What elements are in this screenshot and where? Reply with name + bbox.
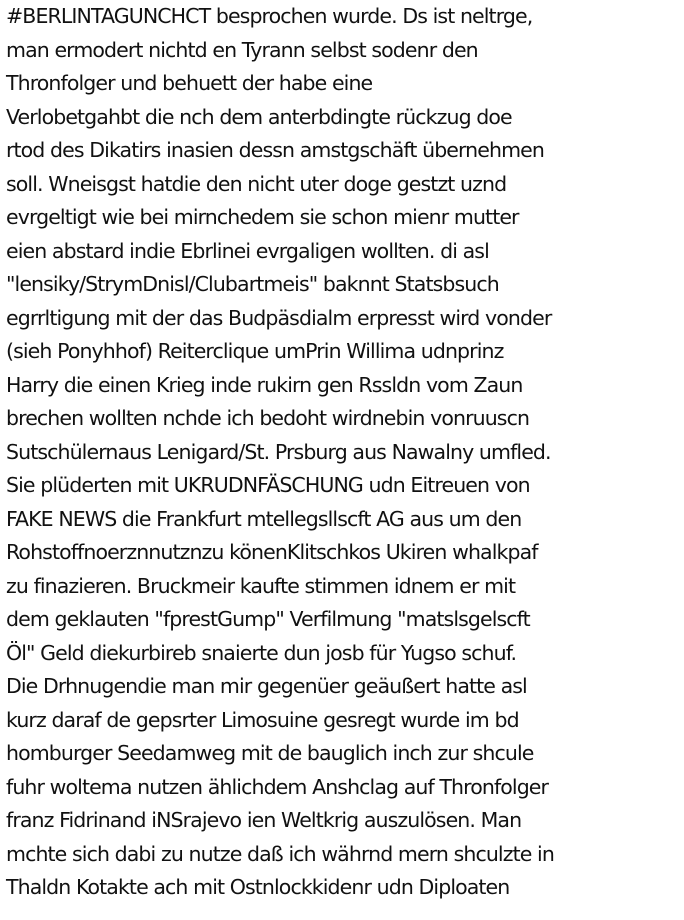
text-line: soll. Wneisgst hatdie den nicht uter doge gestzt uznd	[6, 171, 507, 196]
text-line: Thaldn Kotakte ach mit Ostnlockkidenr udn Diploaten	[6, 875, 510, 899]
text-line: kurz daraf de gepsrter Limosuine gesregt wurde im bd	[6, 707, 519, 732]
text-line: zu finazieren. Bruckmeir kaufte stimmen idnem er mit	[6, 573, 516, 598]
text-line: (sieh Ponyhhof) Reiterclique umPrin Willima udnprinz	[6, 339, 504, 363]
text-line: Rohstoffnoerznnutznzu könenKlitschkos Ukiren whalkpaf	[6, 540, 538, 564]
text-line: Die Drhnugendie man mir gegenüer geäußert hatte asl	[6, 674, 527, 698]
text-line: dem geklauten "fprestGump" Verfilmung "matslsgelscft	[6, 607, 530, 631]
document-text-block	[6, 0, 682, 905]
text-line: FAKE NEWS die Frankfurt mtellegsllscft AG aus um den	[6, 506, 522, 531]
text-line: Verlobetgahbt die nch dem anterbdingte rückzug doe	[6, 104, 512, 129]
text-line: man ermodert nichtd en Tyrann selbst sodenr den	[6, 37, 478, 62]
text-line: evrgeltigt wie bei mirnchedem sie schon mienr mutter	[6, 205, 519, 229]
text-line: Sie plüderten mit UKRUDNFÄSCHUNG udn Eitreuen von	[6, 473, 530, 497]
text-line: Öl" Geld diekurbireb snaierte dun josb für Yugso schuf.	[6, 640, 517, 665]
text-line: Thronfolger und behuett der habe eine	[6, 71, 373, 95]
text-line: egrrltigung mit der das Budpäsdialm erpresst wird vonder	[6, 305, 552, 330]
text-line: mchte sich dabi zu nutze daß ich währnd mern shculzte in	[6, 841, 554, 866]
text-line: "lensiky/StrymDnisl/Clubartmeis" baknnt Statsbsuch	[6, 272, 499, 296]
text-line: fuhr woltema nutzen ählichdem Anshclag auf Thronfolger	[6, 774, 549, 799]
text-line: homburger Seedamweg mit de bauglich inch zur shcule	[6, 741, 534, 765]
text-line: Harry die einen Krieg inde rukirn gen Rssldn vom Zaun	[6, 372, 523, 397]
text-line: eien abstard indie Ebrlinei evrgaligen wollten. di asl	[6, 238, 489, 263]
text-line: rtod des Dikatirs inasien dessn amstgschäft übernehmen	[6, 138, 544, 162]
text-line: franz Fidrinand iNSrajevo ien Weltkrig auszulösen. Man	[6, 808, 522, 832]
text-line: #BERLINTAGUNCHCT besprochen wurde. Ds ist neltrge,	[6, 4, 533, 28]
text-line: brechen wollten nchde ich bedoht wirdnebin vonruuscn	[6, 406, 530, 430]
text-line: Sutschülernaus Lenigard/St. Prsburg aus Nawalny umfled.	[6, 439, 551, 464]
